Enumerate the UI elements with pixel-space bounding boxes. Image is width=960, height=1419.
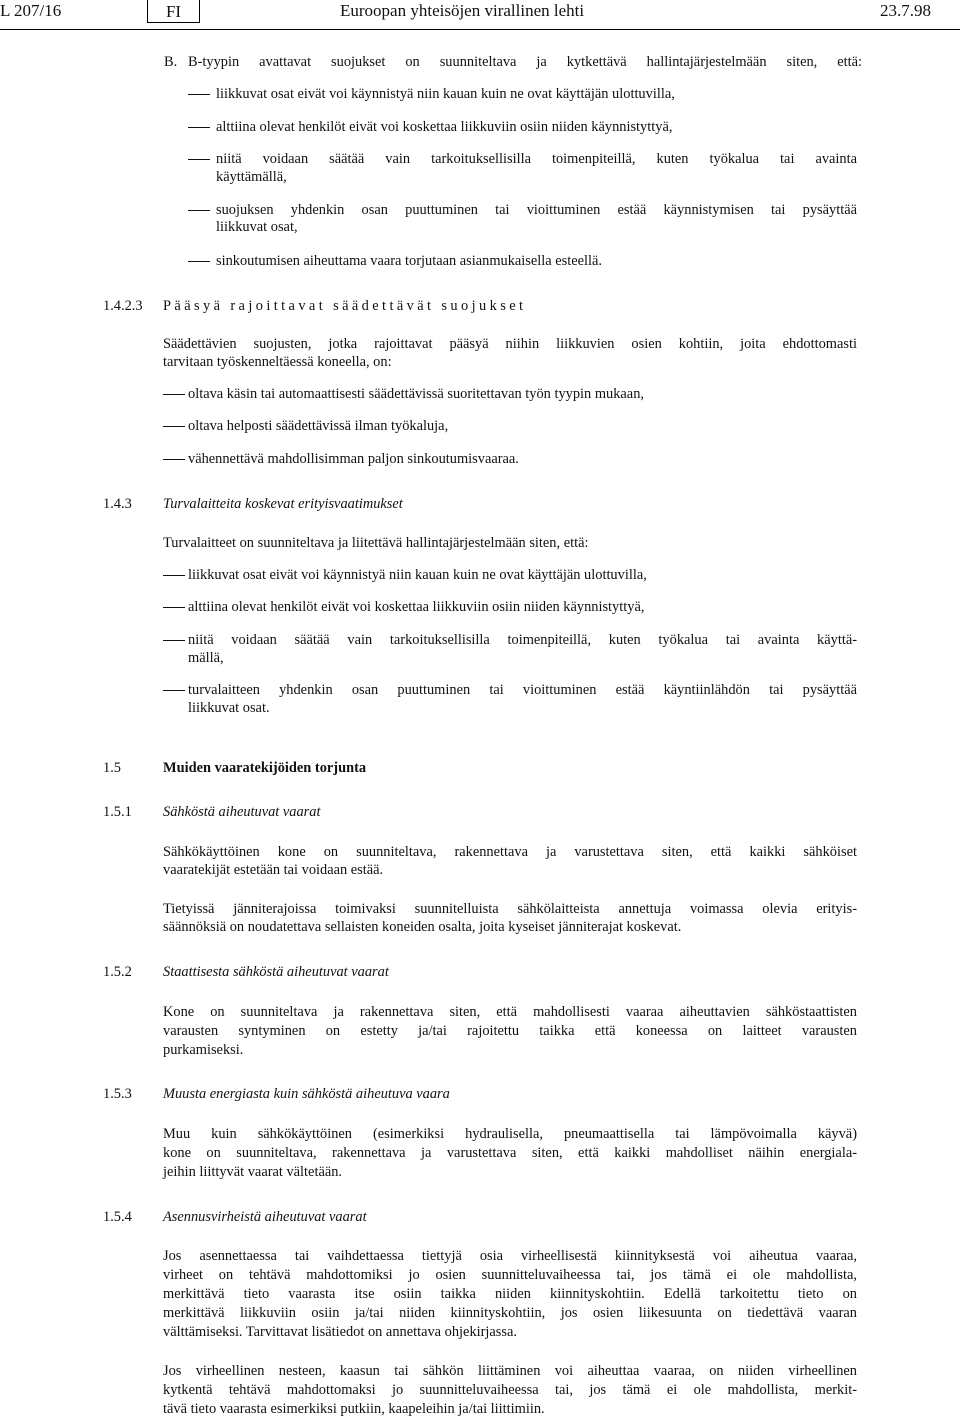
list-item: suojuksen yhdenkin osan puuttuminen tai vioittuminen estää käynnistymisen tai pysäyttää	[216, 202, 857, 218]
paragraph-line: Jos virheellinen nesteen, kaasun tai sähkön liittäminen voi aiheuttaa vaaraa, on niiden virheellinen	[163, 1363, 857, 1379]
list-item: oltava käsin tai automaattisesti säädettävissä suoritettavan työn tyypin mukaan,	[188, 386, 644, 402]
list-item: alttiina olevat henkilöt eivät voi koskettaa liikkuviin osiin niiden käynnistyttyä,	[216, 119, 673, 135]
dash	[163, 607, 185, 608]
dash	[163, 575, 185, 576]
list-item-continuation: käyttämällä,	[216, 169, 287, 185]
section-title: Asennusvirheistä aiheutuvat vaarat	[163, 1209, 367, 1225]
paragraph-line: välttämiseksi. Tarvittavat lisätiedot on annettava ohjekirjassa.	[163, 1324, 517, 1340]
paragraph-line: Turvalaitteet on suunniteltava ja liitettävä hallintajärjestelmään siten, että:	[163, 535, 589, 551]
paragraph-line: kytkentä tehtävä mahdottomaksi jo suunnitteluvaiheessa tai, jos tämä ei ole mahdollista, merkit-	[163, 1382, 857, 1398]
list-item: turvalaitteen yhdenkin osan puuttuminen tai vioittuminen estää käyntiinlähdön tai pysäyttää	[188, 682, 857, 698]
paragraph-line: Säädettävien suojusten, jotka rajoittavat pääsyä niihin liikkuvien osien kohtiin, joita ehdottomasti	[163, 336, 857, 352]
list-item-continuation: liikkuvat osat.	[188, 700, 270, 716]
section-number: 1.5.2	[103, 964, 132, 980]
section-title: Pääsyä rajoittavat säädettävät suojukset	[163, 298, 527, 314]
page-reference: L 207/16	[0, 1, 62, 20]
dash	[163, 459, 185, 460]
paragraph-line: merkittävä liikkuviin osiin ja/tai niiden kiinnityskohtiin, jos osien liikesuunta on tiedettävä vaaran	[163, 1305, 857, 1321]
paragraph-line: kone on suunniteltava, rakennettava ja varustettava siten, että kaikki mahdolliset näihin energiala-	[163, 1145, 857, 1161]
paragraph-line: varausten syntyminen on estetty ja/tai rajoitettu taikka että koneessa on laitteet varausten	[163, 1023, 857, 1039]
list-item: liikkuvat osat eivät voi käynnistyä niin kauan kuin ne ovat käyttäjän ulottuvilla,	[188, 567, 647, 583]
dash	[188, 94, 210, 95]
section-number: 1.5.4	[103, 1209, 132, 1225]
page-header	[0, 0, 960, 22]
list-item: vähennettävä mahdollisimman paljon sinkoutumisvaaraa.	[188, 451, 519, 467]
section-title: Muiden vaaratekijöiden torjunta	[163, 760, 367, 776]
list-item: sinkoutumisen aiheuttama vaara torjutaan asianmukaisella esteellä.	[216, 253, 603, 269]
section-title: Turvalaitteita koskevat erityisvaatimukset	[163, 496, 403, 512]
section-number: 1.5.1	[103, 804, 132, 820]
paragraph-line: purkamiseksi.	[163, 1042, 244, 1058]
section-title: Staattisesta sähköstä aiheutuvat vaarat	[163, 964, 389, 980]
paragraph-line: tävä tieto vaarasta esimerkiksi putkiin, kaapeleihin ja/tai liittimiin.	[163, 1401, 545, 1417]
list-item-continuation: liikkuvat osat,	[216, 219, 298, 235]
language-badge: FI	[147, 0, 200, 23]
paragraph-line: Muu kuin sähkökäyttöinen (esimerkiksi hydraulisella, pneumaattisella tai lämpövoimalla käyvä)	[163, 1126, 857, 1142]
list-item-continuation: mällä,	[188, 650, 224, 666]
list-item: liikkuvat osat eivät voi käynnistyä niin kauan kuin ne ovat käyttäjän ulottuvilla,	[216, 86, 675, 102]
dash	[163, 394, 185, 395]
paragraph-line: merkittävä tieto vaarasta itse osiin taikka niiden kiinnityskohtiin. Edellä tarkoitettu tieto on	[163, 1286, 857, 1302]
dash	[163, 690, 185, 691]
paragraph-line: Kone on suunniteltava ja rakennettava siten, että mahdollisesti vaaraa aiheuttavien sähköstaattisten	[163, 1004, 857, 1020]
paragraph-line: jeihin liittyvät vaarat vältetään.	[163, 1164, 343, 1180]
header-rule	[0, 29, 960, 30]
paragraph-line: Jos asennettaessa tai vaihdettaessa tiettyjä osia virheellisestä kiinnityksestä voi aiheutua vaaraa,	[163, 1248, 857, 1264]
section-title: Sähköstä aiheutuvat vaarat	[163, 804, 321, 820]
paragraph-line: Tietyissä jänniterajoissa toimivaksi suunnitelluista sähkölaitteista annettuja voimassa olevia erityis-	[163, 901, 857, 917]
dash	[163, 426, 185, 427]
section-number: 1.5	[103, 760, 121, 776]
section-b-label: B.	[164, 54, 178, 70]
section-title: Muusta energiasta kuin sähköstä aiheutuva vaara	[163, 1086, 450, 1102]
section-number: 1.4.3	[103, 496, 132, 512]
paragraph-line: vaaratekijät estetään tai voidaan estää.	[163, 862, 384, 878]
paragraph-line: säännöksiä on noudatettava sellaisten koneiden osalta, joita kyseiset jänniterajat koskevat.	[163, 919, 682, 935]
dash	[188, 127, 210, 128]
dash	[188, 261, 210, 262]
paragraph-line: Sähkökäyttöinen kone on suunniteltava, rakennettava ja varustettava siten, että kaikki sähköiset	[163, 844, 857, 860]
list-item: oltava helposti säädettävissä ilman työkaluja,	[188, 418, 449, 434]
list-item: alttiina olevat henkilöt eivät voi koskettaa liikkuviin osiin niiden käynnistyttyä,	[188, 599, 645, 615]
dash	[188, 210, 210, 211]
paragraph-line: tarvitaan työskenneltäessä koneella, on:	[163, 354, 392, 370]
paragraph-line: virheet on tehtävä mahdottomiksi jo osien suunnitteluvaiheessa tai, jos tämä ei ole mahdollista,	[163, 1267, 857, 1283]
dash	[163, 640, 185, 641]
dash	[188, 159, 210, 160]
section-number: 1.4.2.3	[103, 298, 143, 314]
section-b-intro: B-tyypin avattavat suojukset on suunniteltava ja kytkettävä hallintajärjestelmään siten, että:	[188, 54, 862, 70]
list-item: niitä voidaan säätää vain tarkoituksellisilla toimenpiteillä, kuten työkalua tai avainta käyttä-	[188, 632, 857, 648]
section-number: 1.5.3	[103, 1086, 132, 1102]
list-item: niitä voidaan säätää vain tarkoituksellisilla toimenpiteillä, kuten työkalua tai avainta	[216, 151, 857, 167]
publication-date: 23.7.98	[880, 1, 931, 20]
journal-title: Euroopan yhteisöjen virallinen lehti	[340, 1, 585, 20]
